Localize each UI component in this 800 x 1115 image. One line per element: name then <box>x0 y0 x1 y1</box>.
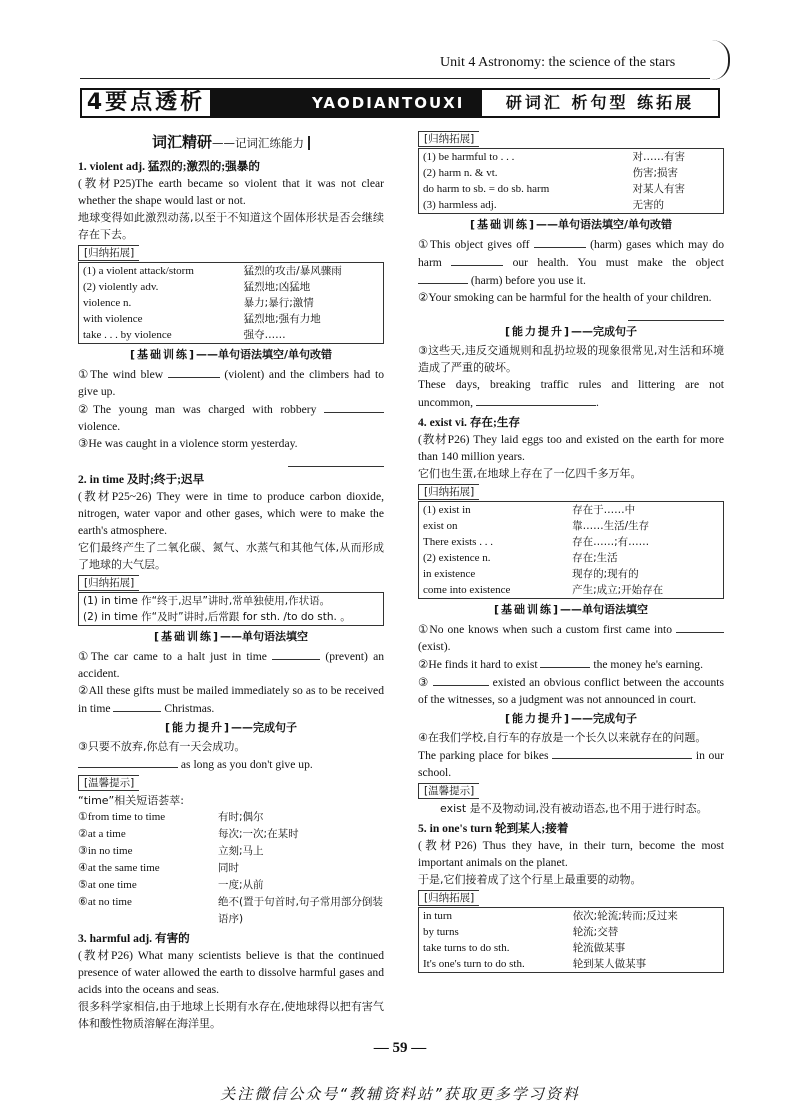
table-row: in existence 现存的;现有的 <box>423 568 639 580</box>
item-2-tip-tag: [温馨提示] <box>78 775 139 791</box>
item-3-q1: ①This object gives off (harm) gases which may do harm our health. You must make the object (harm) before you use it. <box>418 235 724 289</box>
item-4-q2: ②He finds it hard to exist the money he's earning. <box>418 655 724 673</box>
table-row: exist on 靠……生活/生存 <box>423 520 650 532</box>
item-5-heading: 5. in one's turn 轮到某人;接着 <box>418 822 569 835</box>
item-2-q2: ②All these gifts must be mailed immediately so as to be received in time Christmas. <box>78 684 384 715</box>
item-1-guina-tag: [归纳拓展] <box>78 245 139 261</box>
item-2-example-cn: 它们最终产生了二氧化碳、氮气、水蒸气和其他气体,从而形成了地球的大气层。 <box>78 541 384 571</box>
item-3-ability-heading: [能力提升]——完成句子 <box>504 325 638 338</box>
table-row: come into existence 产生;成立;开始存在 <box>423 584 664 596</box>
footer-watermark: 关注微信公众号“教辅资料站”获取更多学习资料 <box>220 1085 580 1103</box>
answer-blank[interactable] <box>168 365 220 378</box>
vocab-title-sub: ——记词汇练能力 <box>212 136 310 150</box>
left-column <box>78 130 384 1032</box>
vocab-title-main: 词汇精研 <box>151 133 212 151</box>
list-item: ③in no time 立刻;马上 <box>78 845 264 857</box>
item-4-example-cn: 它们也生蛋,在地球上存在了一亿四千多万年。 <box>418 467 642 480</box>
item-4-tip-tag: [温馨提示] <box>418 783 479 799</box>
page-header-title: Unit 4 Astronomy: the science of the stars <box>440 55 676 70</box>
list-item: ①from time to time 有时;偶尔 <box>78 811 264 823</box>
item-1-q3: ③He was caught in a violence storm yesterday. <box>78 437 298 450</box>
table-row: take turns to do sth. 轮流做某事 <box>423 942 626 954</box>
item-5-example-cn: 于是,它们接着成了这个行星上最重要的动物。 <box>418 873 642 886</box>
section-banner <box>80 88 720 118</box>
item-1-q2: ②The young man was charged with robbery violence. <box>78 400 384 435</box>
answer-blank[interactable] <box>534 235 586 248</box>
item-2-guina-tag: [归纳拓展] <box>78 575 139 591</box>
item-4-example-en: (教材P26) They laid eggs too and existed on the earth for more than 140 million years. <box>418 433 724 463</box>
answer-blank[interactable] <box>676 620 724 633</box>
item-3-q3-answer: These days, breaking traffic rules and littering are not uncommon, . <box>418 378 724 409</box>
time-phrases-list <box>78 809 384 928</box>
item-3-heading: 3. harmful adj. 有害的 <box>78 932 190 945</box>
table-row: in turn 依次;轮流;转而;反过来 <box>423 910 678 922</box>
item-5-example-en: (教材P26) Thus they have, in their turn, become the most important animals on the planet. <box>418 839 724 869</box>
item-3-example-en: (教材P26) What many scientists believe is that the continued presence of water allowed the earth to dissolve harmful gases and acids into the oceans and seas. <box>78 949 384 996</box>
answer-blank[interactable] <box>324 400 384 413</box>
item-1-q1: ①The wind blew (violent) and the climbers had to give up. <box>78 365 384 400</box>
item-3-q3: ③这些天,违反交通规则和乱扔垃圾的现象很常见,对生活和环境造成了严重的破坏。 <box>418 344 724 374</box>
table-row: by turns 轮流;交替 <box>423 926 619 938</box>
answer-blank[interactable] <box>418 271 468 284</box>
item-2-tip-intro: “time”相关短语荟萃: <box>78 794 184 807</box>
item-2-table <box>78 592 384 626</box>
item-1-table <box>78 262 384 344</box>
table-row: (1) a violent attack/storm 猛烈的攻击/暴风骤雨 <box>83 265 342 277</box>
item-1-example-en: (教材P25)The earth became so violent that it was not clear whether the shape would last or not. <box>78 177 384 207</box>
item-5-guina-tag: [归纳拓展] <box>418 890 479 906</box>
table-row: (2) harm n. & vt. 伤害;损害 <box>423 167 679 179</box>
item-4-heading: 4. exist vi. 存在;生存 <box>418 416 521 429</box>
item-2-training-heading: [基础训练]——单句语法填空 <box>153 630 309 643</box>
item-2-q3-answer: as long as you don't give up. <box>78 755 384 773</box>
item-4-q1: ①No one knows when such a custom first came into (exist). <box>418 620 724 655</box>
item-1-example-cn: 地球变得如此激烈动荡,以至于不知道这个固体形状是否会继续存在下去。 <box>78 211 384 241</box>
item-2-q1: ①The car came to a halt just in time (prevent) an accident. <box>78 647 384 682</box>
item-1-training-heading: [基础训练]——单句语法填空/单句改错 <box>129 348 333 361</box>
answer-blank[interactable] <box>540 655 590 668</box>
banner-right-text: 研词汇 析句型 练拓展 <box>482 90 718 116</box>
answer-blank[interactable] <box>552 746 692 759</box>
answer-blank[interactable] <box>628 306 724 321</box>
answer-blank[interactable] <box>476 393 596 406</box>
answer-blank[interactable] <box>433 673 489 686</box>
answer-blank[interactable] <box>451 253 503 266</box>
item-4-q3: ③ existed an obvious conflict between the accounts of the witnesses, so a judgment was not announced in court. <box>418 673 724 708</box>
answer-blank[interactable] <box>78 755 178 768</box>
answer-blank[interactable] <box>272 647 320 660</box>
right-column <box>418 130 724 975</box>
table-row: (2) existence n. 存在;生活 <box>423 552 618 564</box>
table-row: (2) in time 作“及时”讲时,后常跟 for sth. /to do sth. 。 <box>83 611 351 623</box>
banner-pinyin: YAODIANTOUXI <box>312 94 465 112</box>
list-item: ②at a time 每次;一次;在某时 <box>78 828 299 840</box>
banner-badge: 4要点透析 <box>82 90 210 116</box>
table-row: do harm to sb. = do sb. harm 对某人有害 <box>423 183 685 195</box>
item-3-training-heading: [基础训练]——单句语法填空/单句改错 <box>469 218 673 231</box>
answer-blank[interactable] <box>113 699 161 712</box>
table-row: violence n. 暴力;暴行;激情 <box>83 297 314 309</box>
table-row: with violence 猛烈地;强有力地 <box>83 313 321 325</box>
list-item: ⑥at no time 绝不(置于句首时,句子常用部分倒装语序) <box>78 896 383 925</box>
list-item: ⑤at one time 一度;从前 <box>78 879 264 891</box>
header-rule <box>80 78 710 79</box>
item-4-q4-answer: The parking place for bikes in our school. <box>418 746 724 781</box>
table-row: (1) be harmful to . . . 对……有害 <box>423 151 685 163</box>
table-row: (1) in time 作“终于,迟早”讲时,常单独使用,作状语。 <box>83 595 331 607</box>
item-2-heading: 2. in time 及时;终于;迟早 <box>78 473 205 486</box>
page-number: — 59 — <box>373 1040 427 1056</box>
item-3-guina-tag: [归纳拓展] <box>418 131 479 147</box>
table-row: (3) harmless adj. 无害的 <box>423 199 664 211</box>
item-4-q4: ④在我们学校,自行车的存放是一个长久以来就存在的问题。 <box>418 731 707 744</box>
item-2-example-en: (教材P25~26) They were in time to produce carbon dioxide, nitrogen, water vapor and other gases, which were to make the earth's atmosphere. <box>78 490 384 537</box>
table-row: (2) violently adv. 猛烈地;凶猛地 <box>83 281 311 293</box>
table-row: It's one's turn to do sth. 轮到某人做某事 <box>423 958 647 970</box>
table-row: There exists . . . 存在……;有…… <box>423 536 650 548</box>
item-1-heading: 1. violent adj. 猛烈的;激烈的;强暴的 <box>78 160 260 173</box>
table-row: (1) exist in 存在于……中 <box>423 504 636 516</box>
item-2-q3: ③只要不放弃,你总有一天会成功。 <box>78 740 246 753</box>
item-3-example-cn: 很多科学家相信,由于地球上长期有水存在,使地球得以把有害气体和酸性物质溶解在海洋里。 <box>78 1000 384 1030</box>
item-4-ability-heading: [能力提升]——完成句子 <box>504 712 638 725</box>
answer-blank[interactable] <box>288 452 384 467</box>
item-5-table <box>418 907 724 973</box>
vocab-section-title <box>78 134 384 152</box>
item-4-table <box>418 501 724 599</box>
item-2-ability-heading: [能力提升]——完成句子 <box>164 721 298 734</box>
list-item: ④at the same time 同时 <box>78 862 239 874</box>
table-row: take . . . by violence 强夺…… <box>83 329 286 341</box>
item-3-table <box>418 148 724 214</box>
item-4-training-heading: [基础训练]——单句语法填空 <box>493 603 649 616</box>
item-4-guina-tag: [归纳拓展] <box>418 484 479 500</box>
item-4-tip: exist 是不及物动词,没有被动语态,也不用于进行时态。 <box>440 802 708 815</box>
item-3-q2: ②Your smoking can be harmful for the health of your children. <box>418 291 712 304</box>
header-decoration <box>712 40 730 80</box>
